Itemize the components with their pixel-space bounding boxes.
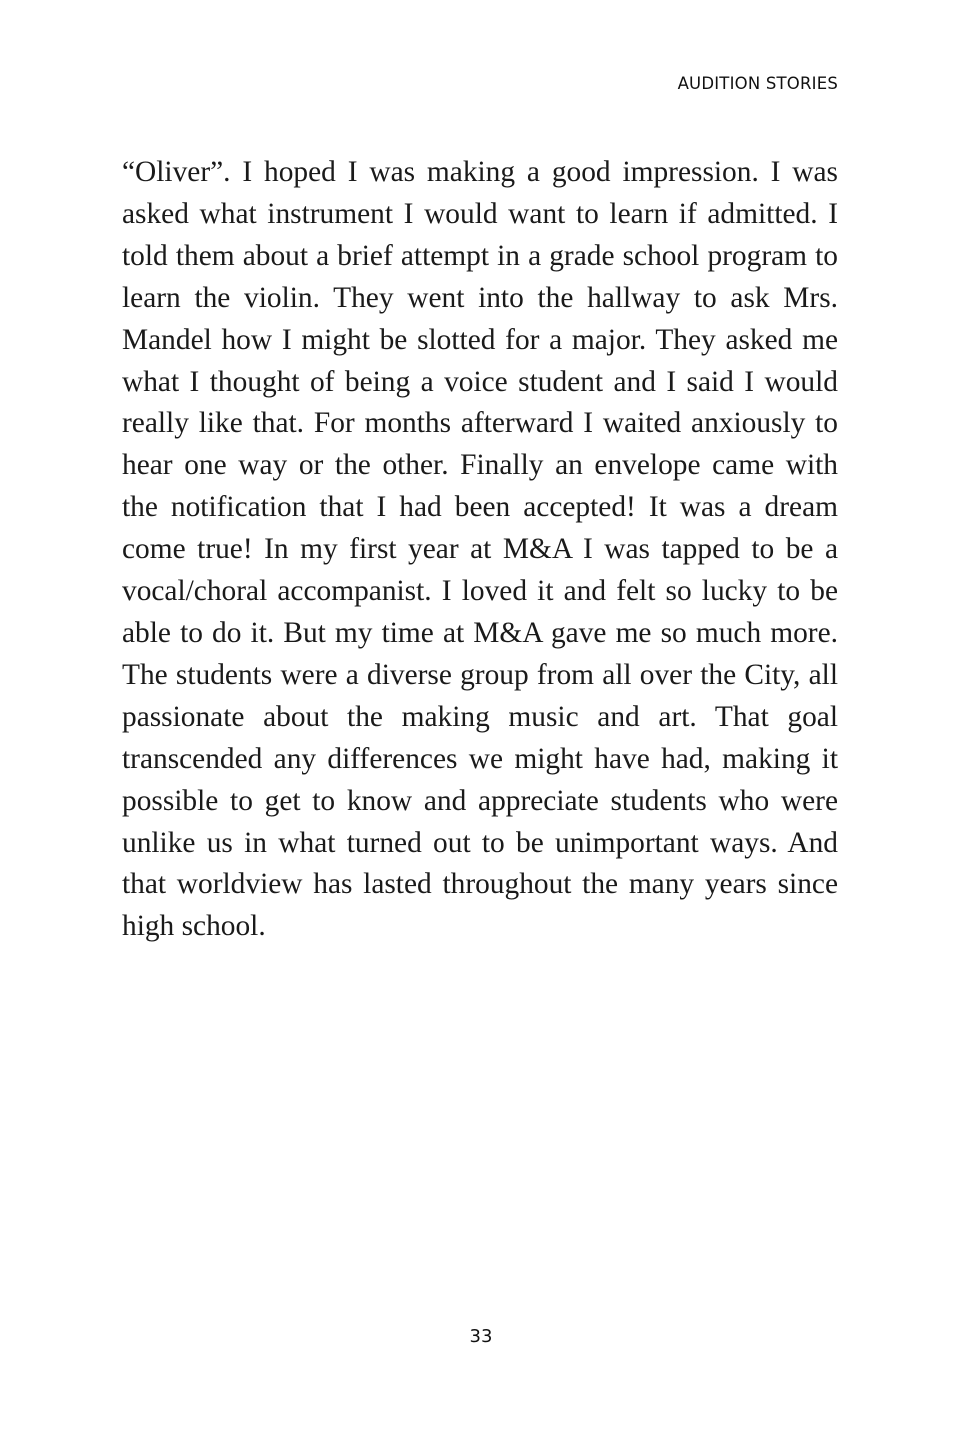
page-number: 33 [469, 1326, 493, 1347]
body-paragraph: “Oliver”. I hoped I was making a good impression. I was asked what instrument I would want to learn if admitted. I told them about a brief attempt in a grade school program to learn the violin. They went into the hallway to ask Mrs. Mandel how I might be slotted for a major. They asked me what I thought of being a voice student and I said I would really like that. For months afterward I waited anxiously to hear one way or the other. Finally an envelope came with the notification that I had been accepted! It was a dream come true! In my first year at M&A I was tapped to be a vocal/choral accompanist. I loved it and felt so lucky to be able to do it. But my time at M&A gave me so much more. The students were a diverse group from all over the City, all passionate about the making music and art. That goal transcended any differences we might have had, making it possible to get to know and appreciate students who were unlike us in what turned out to be unimportant ways. And that worldview has lasted throughout the many years since high school. [122, 156, 838, 943]
running-header: AUDITION STORIES [677, 74, 838, 93]
